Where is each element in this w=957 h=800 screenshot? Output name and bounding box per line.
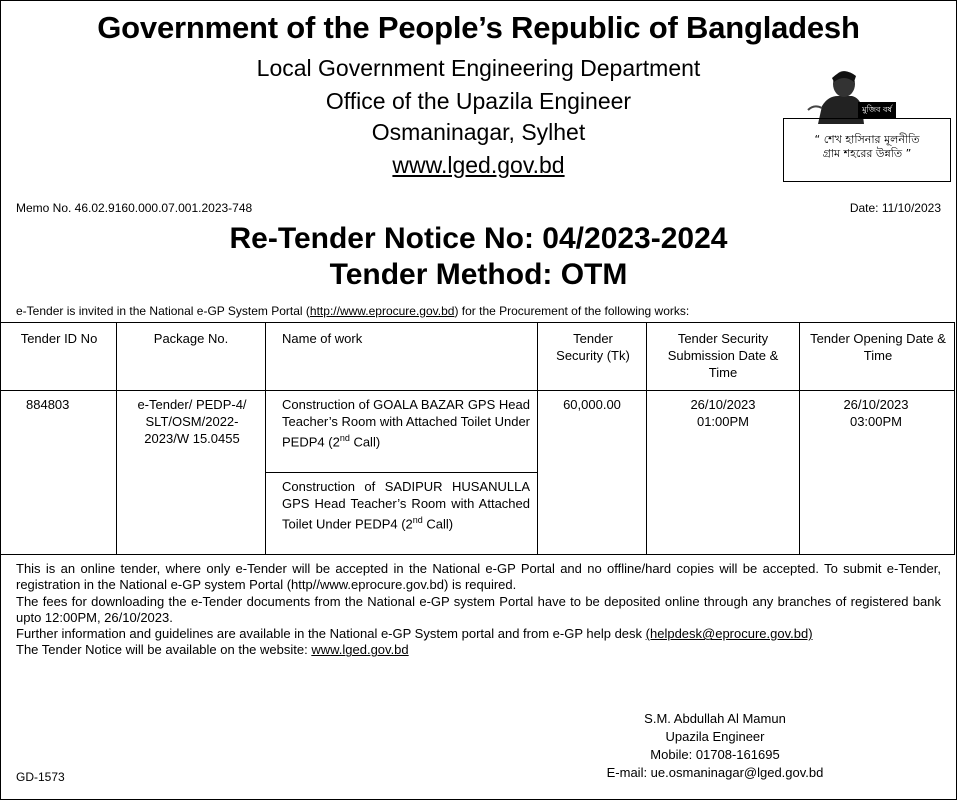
note-further-info bbox=[16, 626, 941, 642]
signatory-email[interactable]: E-mail: ue.osmaninagar@lged.gov.bd bbox=[606, 765, 824, 780]
note-online-tender: This is an online tender, where only e-Tender will be accepted in the National e-GP Portal and no offline/hard copies will be accepted. To submit e-Tender, registration in the National e-GP system Portal (http//www.eprocure.gov.bd) is required. bbox=[16, 561, 941, 593]
website-link[interactable]: www.lged.gov.bd bbox=[392, 152, 565, 178]
work-2-tail: Call) bbox=[422, 516, 454, 532]
helpdesk-email-link[interactable]: (helpdesk@eprocure.gov.bd) bbox=[645, 626, 813, 642]
header-name-of-work: Name of work bbox=[282, 331, 363, 346]
opening-time: 03:00PM bbox=[849, 414, 903, 429]
signatory-title: Upazila Engineer bbox=[665, 729, 765, 744]
note-website-text: The Tender Notice will be available on the website: bbox=[16, 642, 312, 658]
office-name: Office of the Upazila Engineer bbox=[325, 88, 632, 114]
memo-number: Memo No. 46.02.9160.000.07.001.2023-748 bbox=[16, 201, 253, 215]
notice-notes bbox=[16, 561, 941, 659]
work-1-tail: Call) bbox=[349, 434, 381, 450]
work-2-text: Construction of SADIPUR HUSANULLA GPS Head Teacher’s Room with Attached Toilet Under PEDP4 (2 bbox=[282, 479, 530, 532]
invitation-post: ) for the Procurement of the following works: bbox=[454, 304, 690, 318]
office-location: Osmaninagar, Sylhet bbox=[371, 119, 586, 145]
cell-tender-security: 60,000.00 bbox=[563, 397, 621, 412]
note-website bbox=[16, 642, 941, 658]
cell-work-2 bbox=[282, 478, 530, 532]
work-1-sup: nd bbox=[339, 433, 350, 443]
slogan-text bbox=[788, 133, 946, 161]
signature-block bbox=[560, 710, 870, 782]
government-title: Government of the People’s Republic of Bangladesh bbox=[97, 10, 860, 45]
emblem-tag: মুজিব বর্ষ bbox=[858, 102, 896, 118]
signatory-mobile: Mobile: 01708-161695 bbox=[650, 747, 780, 762]
header-tender-security: Tender Security (Tk) bbox=[556, 331, 630, 363]
cell-work-1 bbox=[282, 396, 530, 450]
header-tender-id: Tender ID No bbox=[20, 331, 98, 346]
header-opening-date: Tender Opening Date & Time bbox=[810, 331, 946, 363]
header-package-no: Package No. bbox=[153, 331, 229, 346]
signatory-name: S.M. Abdullah Al Mamun bbox=[644, 711, 786, 726]
slogan-box bbox=[783, 118, 951, 182]
opening-date: 26/10/2023 bbox=[843, 397, 909, 412]
work-1-text: Construction of GOALA BAZAR GPS Head Teacher’s Room with Attached Toilet Under PEDP4 (2 bbox=[282, 397, 530, 450]
note-fees: The fees for downloading the e-Tender documents from the National e-GP system Portal have to be deposited online through any branches of registered bank upto 12:00PM, 26/10/2023. bbox=[16, 593, 941, 625]
cell-submission-datetime bbox=[650, 396, 796, 430]
notice-date: Date: 11/10/2023 bbox=[849, 201, 941, 215]
cell-package-no: e-Tender/ PEDP-4/ SLT/OSM/2022-2023/W 15.0455 bbox=[137, 397, 247, 446]
header-submission-date: Tender Security Submission Date & Time bbox=[667, 331, 779, 380]
tender-method: Tender Method: OTM bbox=[329, 258, 628, 291]
invitation-pre: e-Tender is invited in the National e-GP System Portal ( bbox=[16, 304, 310, 318]
slogan-line-2: গ্রাম শহরের উন্নতি ” bbox=[822, 147, 912, 160]
department-name: Local Government Engineering Department bbox=[256, 55, 701, 81]
gd-number: GD-1573 bbox=[16, 770, 65, 784]
submission-date: 26/10/2023 bbox=[690, 397, 756, 412]
work-2-sup: nd bbox=[412, 515, 423, 525]
note-further-info-text: Further information and guidelines are available in the National e-GP System portal and from e-GP help desk bbox=[16, 626, 643, 642]
slogan-line-1: “ শেখ হাসিনার মূলনীতি bbox=[814, 133, 920, 146]
invitation-text bbox=[16, 304, 689, 318]
cell-opening-datetime bbox=[802, 396, 950, 430]
cell-tender-id: 884803 bbox=[26, 397, 70, 412]
notice-title: Re-Tender Notice No: 04/2023-2024 bbox=[229, 222, 728, 255]
submission-time: 01:00PM bbox=[696, 414, 750, 429]
eprocure-link[interactable]: http://www.eprocure.gov.bd bbox=[309, 304, 455, 318]
tender-table bbox=[0, 322, 955, 555]
lged-website-link[interactable]: www.lged.gov.bd bbox=[311, 642, 409, 658]
